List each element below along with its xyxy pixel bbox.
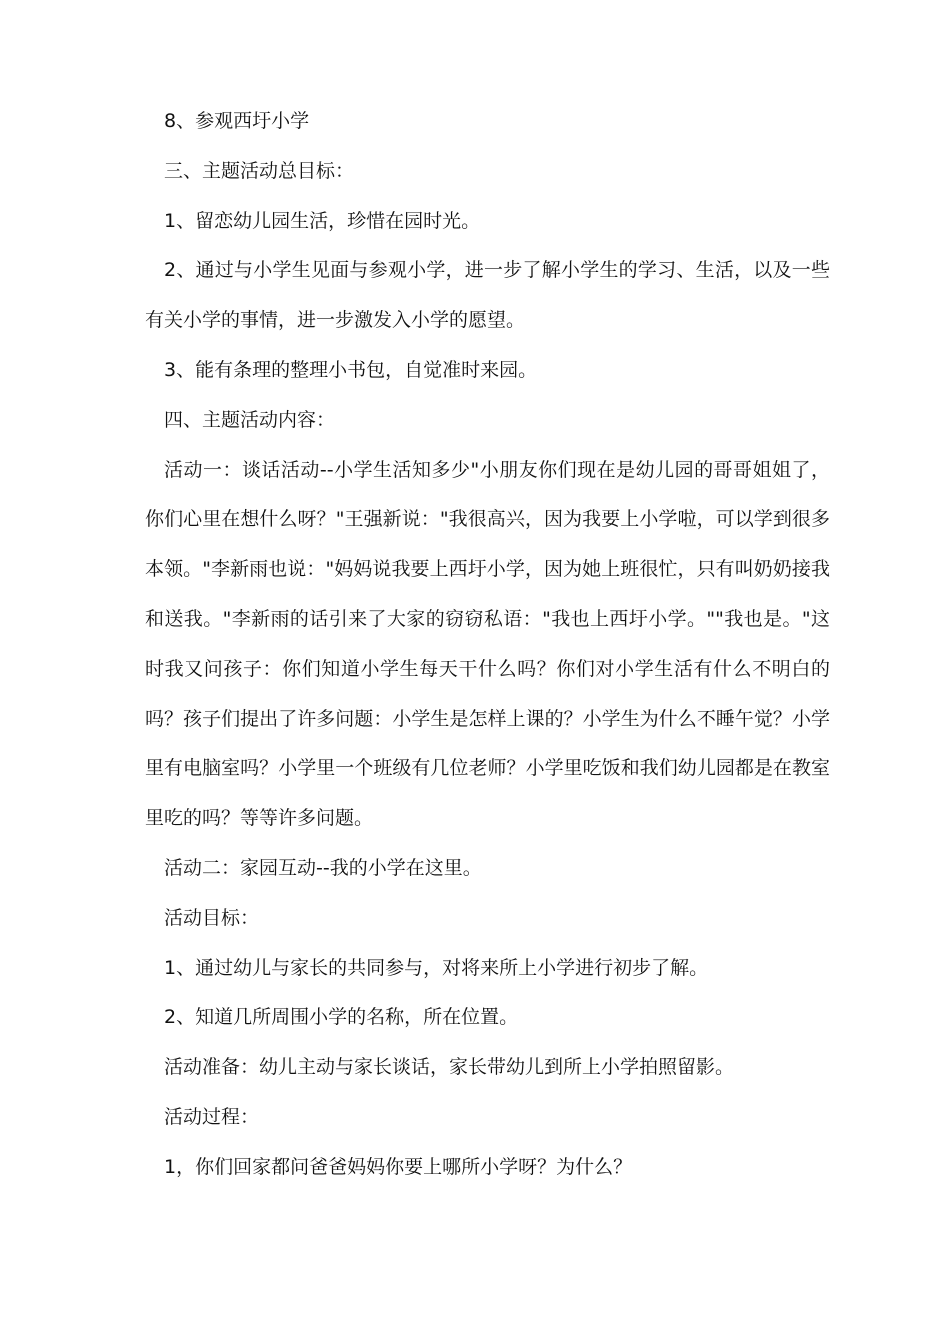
activity-process-item-1: 1，你们回家都问爸爸妈妈你要上哪所小学呀？为什么？	[164, 1155, 633, 1178]
document-body	[145, 97, 830, 1193]
goal-item-1: 1、留恋幼儿园生活，珍惜在园时光。	[164, 209, 481, 232]
activity-goal-item-1: 1、通过幼儿与家长的共同参与，对将来所上小学进行初步了解。	[164, 956, 709, 979]
activity-goal-item-2: 2、知道几所周围小学的名称，所在位置。	[164, 1006, 519, 1029]
activity-preparation: 活动准备：幼儿主动与家长谈话，家长带幼儿到所上小学拍照留影。	[164, 1056, 735, 1079]
section-heading-goals: 三、主题活动总目标：	[164, 159, 355, 182]
activity-process-heading: 活动过程：	[164, 1105, 260, 1128]
goal-item-3: 3、能有条理的整理小书包，自觉准时来园。	[164, 358, 538, 381]
paragraph-item-8: 8、参观西圩小学	[164, 110, 310, 132]
goal-item-2: 2、通过与小学生见面与参观小学，进一步了解小学生的学习、生活，以及一些有关小学的事情，进一步激发入小学的愿望。	[145, 259, 830, 332]
activity-goals-heading: 活动目标：	[164, 906, 260, 929]
section-heading-content: 四、主题活动内容：	[164, 408, 336, 431]
activity-one-paragraph: 活动一：谈话活动--小学生活知多少"小朋友你们现在是幼儿园的哥哥姐姐了，你们心里在想什么呀？"王强新说："我很高兴，因为我要上小学啦，可以学到很多本领。"李新雨也说："妈妈说我要上西圩小学，因为她上班很忙，只有叫奶奶接我和送我。"李新雨的话引来了大家的窃窃私语："我也上西圩小学。""我也是。"这时我又问孩子：你们知道小学生每天干什么吗？你们对小学生活有什么不明白的吗？孩子们提出了许多问题：小学生是怎样上课的？小学生为什么不睡午觉？小学里有电脑室吗？小学里一个班级有几位老师？小学里吃饭和我们幼儿园都是在教室里吃的吗？等等许多问题。	[145, 458, 830, 830]
activity-two-heading: 活动二：家园互动--我的小学在这里。	[164, 856, 482, 879]
